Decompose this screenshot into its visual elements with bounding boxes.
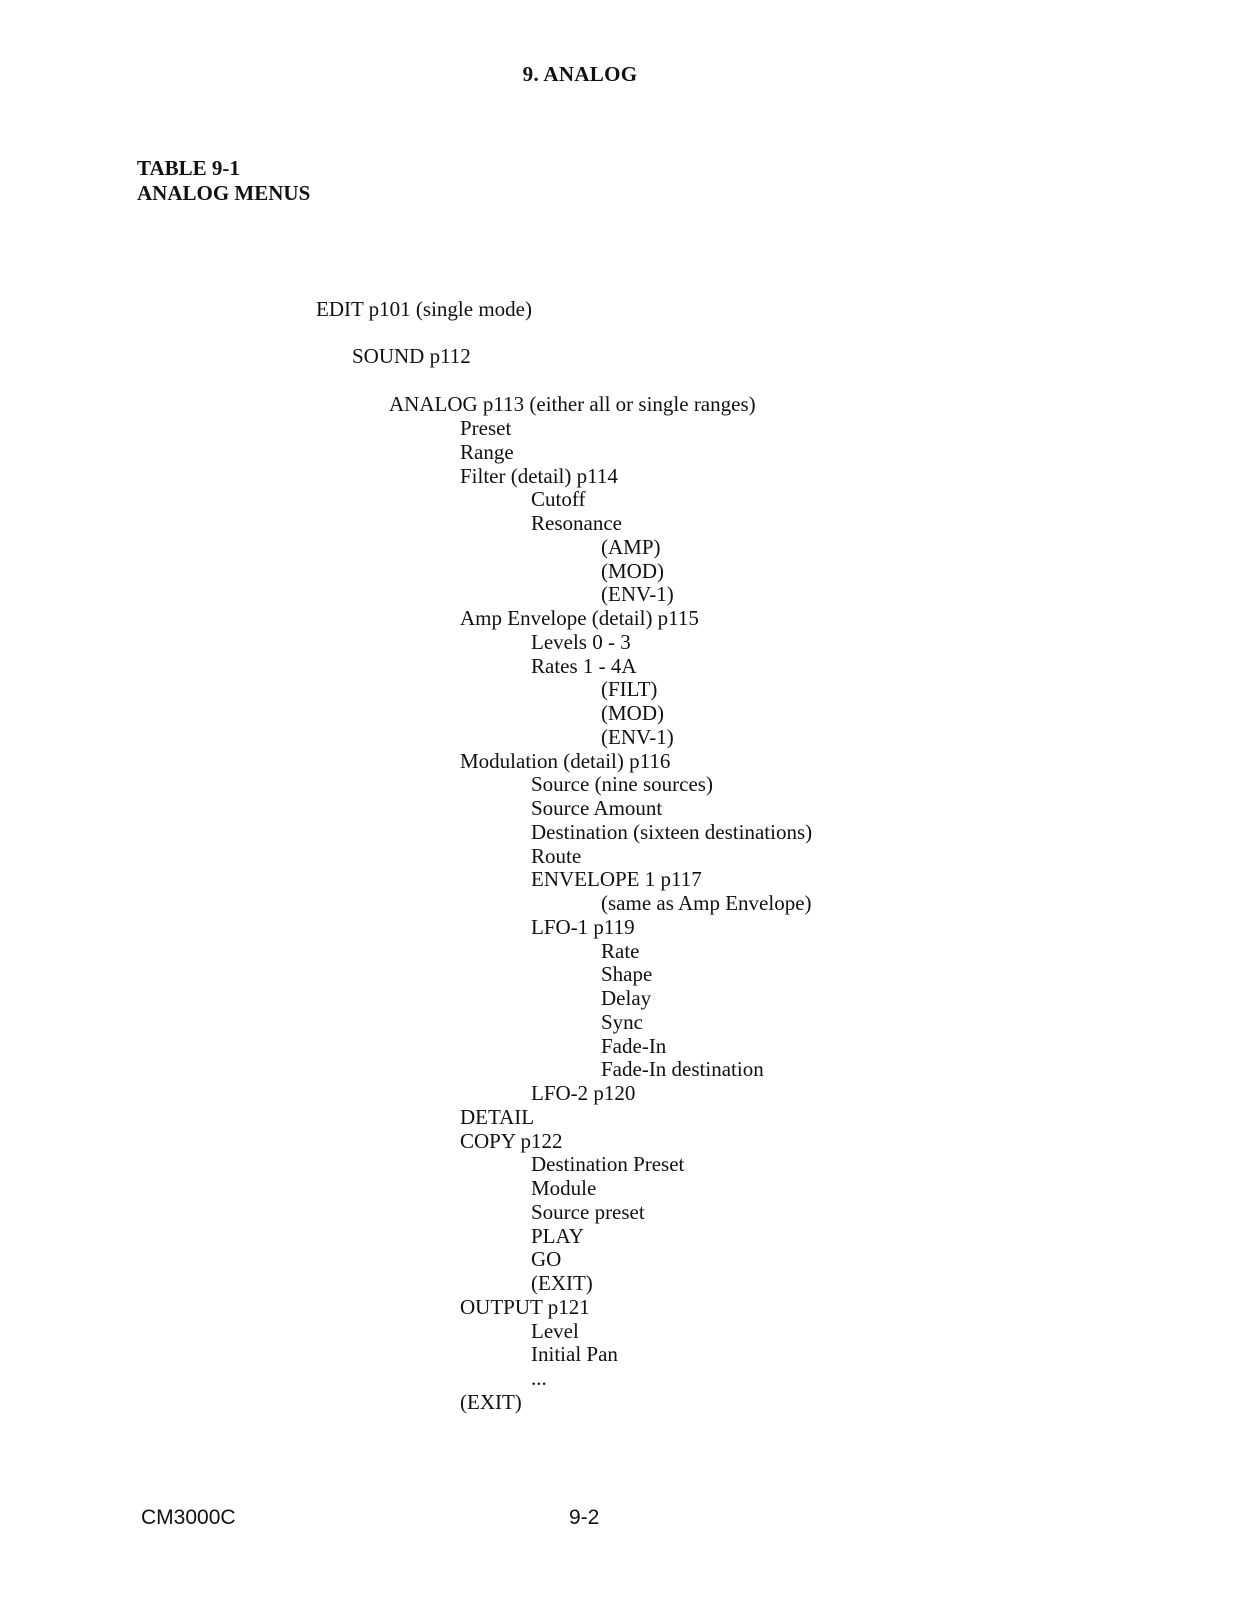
menu-line-level-4: Source (nine sources) xyxy=(531,772,713,797)
menu-line-level-5: (FILT) xyxy=(601,677,658,702)
menu-line-level-5: Fade-In destination xyxy=(601,1057,764,1082)
table-title: ANALOG MENUS xyxy=(137,181,311,205)
menu-line-level-4: Resonance xyxy=(531,511,622,535)
menu-line-level-4: Source preset xyxy=(531,1199,645,1224)
menu-line-level-4: ... xyxy=(531,1366,547,1390)
menu-line-level-5: (MOD) xyxy=(601,701,664,725)
menu-line-level-4: Cutoff xyxy=(531,487,586,512)
menu-line-level-5: (ENV-1) xyxy=(601,724,674,749)
menu-line-level-3: Preset xyxy=(460,416,512,440)
menu-line-level-4: Destination (sixteen destinations) xyxy=(531,819,813,844)
menu-line-level-3: DETAIL xyxy=(460,1104,535,1129)
menu-line-level-4: Levels 0 - 3 xyxy=(531,629,631,654)
menu-line-level-2: ANALOG p113 (either all or single ranges) xyxy=(389,392,756,416)
menu-line-level-4: Route xyxy=(531,843,582,868)
menu-line-level-4: LFO-2 p120 xyxy=(531,1081,636,1105)
menu-line-level-4: ENVELOPE 1 p117 xyxy=(531,867,702,892)
menu-line-level-4: Source Amount xyxy=(531,796,663,820)
menu-line-level-1: SOUND p112 xyxy=(352,344,471,368)
menu-line-level-4: Rates 1 - 4A xyxy=(531,653,637,678)
menu-line-level-5: Delay xyxy=(601,986,652,1010)
menu-line-level-5: Fade-In xyxy=(601,1033,667,1058)
menu-line-level-5: (AMP) xyxy=(601,534,661,559)
menu-line-level-0: EDIT p101 (single mode) xyxy=(316,297,532,321)
menu-line-level-4: Level xyxy=(531,1318,579,1343)
menu-line-level-4: GO xyxy=(531,1247,562,1272)
menu-line-level-3: OUTPUT p121 xyxy=(460,1294,590,1319)
menu-line-level-5: Sync xyxy=(601,1009,643,1034)
menu-line-level-3: Modulation (detail) p116 xyxy=(460,748,671,773)
menu-line-level-3: Range xyxy=(460,439,514,464)
menu-line-level-5: (ENV-1) xyxy=(601,582,674,607)
menu-line-level-4: Destination Preset xyxy=(531,1152,685,1177)
chapter-title: 9. ANALOG xyxy=(522,62,638,86)
menu-line-level-5: Shape xyxy=(601,962,653,987)
menu-line-level-3: Filter (detail) p114 xyxy=(460,463,618,488)
menu-line-level-4: PLAY xyxy=(531,1223,584,1248)
menu-line-level-5: Rate xyxy=(601,938,640,963)
table-number: TABLE 9-1 xyxy=(137,156,240,180)
menu-line-level-4: LFO-1 p119 xyxy=(531,914,635,939)
menu-line-level-5: (MOD) xyxy=(601,558,664,583)
menu-line-level-4: (EXIT) xyxy=(531,1271,593,1295)
menu-line-level-3: COPY p122 xyxy=(460,1128,563,1153)
menu-line-level-4: Initial Pan xyxy=(531,1342,618,1367)
menu-line-level-4: Module xyxy=(531,1176,597,1200)
footer-page-number: 9-2 xyxy=(569,1506,600,1529)
menu-line-level-3: Amp Envelope (detail) p115 xyxy=(460,606,699,630)
footer-doc-code: CM3000C xyxy=(141,1506,236,1529)
menu-line-level-3: (EXIT) xyxy=(460,1389,522,1414)
menu-line-level-5: (same as Amp Envelope) xyxy=(601,891,812,915)
